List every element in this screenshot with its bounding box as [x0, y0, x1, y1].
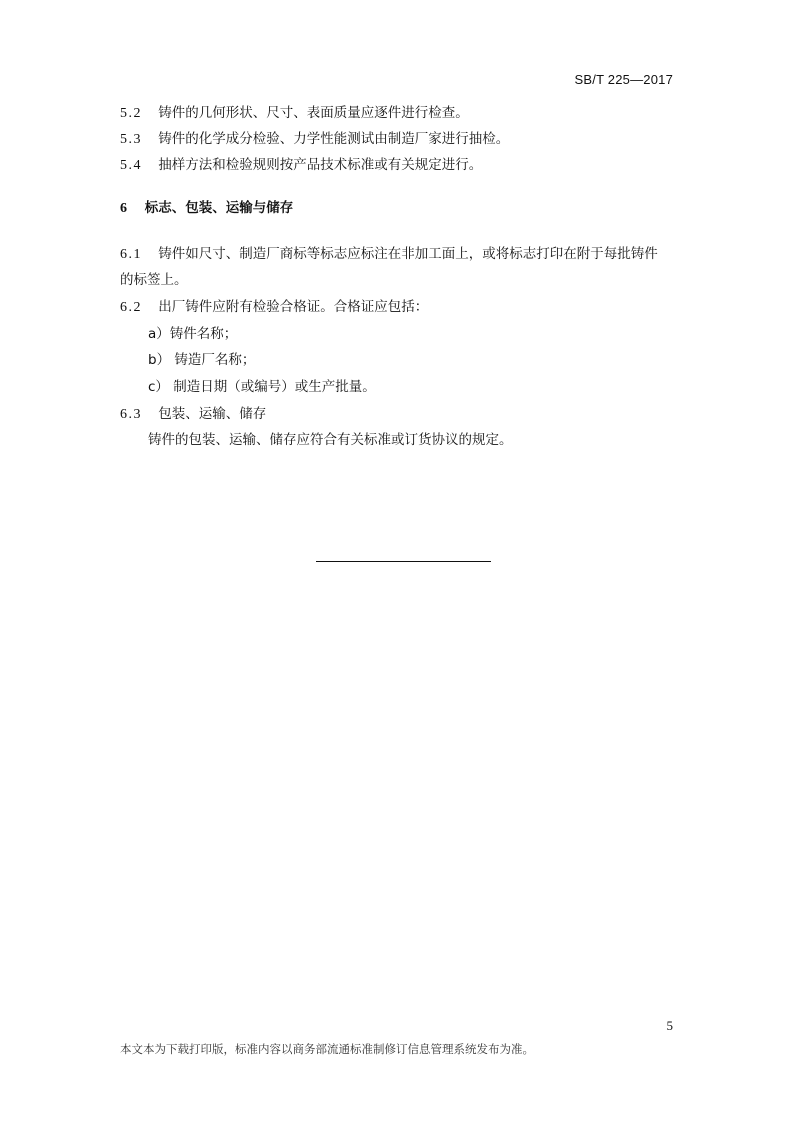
clause-title: 包装、运输、储存: [158, 406, 267, 422]
clause-6-2: [120, 298, 428, 317]
clause-number: 5.4: [120, 158, 142, 173]
clause-6-1-continuation: 的标签上。: [120, 272, 188, 288]
clause-6-3-text: 铸件的包装、运输、储存应符合有关标准或订货协议的规定。: [148, 432, 513, 448]
clause-text: 出厂铸件应附有检验合格证。合格证应包括：: [158, 299, 429, 315]
clause-6-1: [120, 245, 658, 264]
clause-number: 5.3: [120, 132, 142, 147]
clause-text: 抽样方法和检验规则按产品技术标准或有关规定进行。: [158, 157, 483, 173]
clause-number: 6.2: [120, 300, 142, 315]
section-number: 6: [120, 201, 129, 216]
clause-5-3: [120, 130, 509, 149]
clause-number: 6.3: [120, 407, 142, 422]
clause-text: 铸件如尺寸、制造厂商标等标志应标注在非加工面上，或将标志打印在附于每批铸件: [158, 246, 658, 262]
document-code: SB/T 225—2017: [574, 72, 673, 87]
section-title: 标志、包装、运输与储存: [144, 200, 294, 216]
clause-text: 铸件的化学成分检验、力学性能测试由制造厂家进行抽检。: [158, 131, 510, 147]
clause-5-4: [120, 156, 482, 175]
footer-disclaimer: 本文本为下载打印版，标准内容以商务部流通标准制修订信息管理系统发布为准。: [120, 1042, 534, 1056]
end-of-text-rule: [316, 561, 491, 562]
clause-6-3: [120, 405, 266, 424]
section-6-heading: [120, 199, 293, 218]
clause-5-2: [120, 104, 469, 123]
list-item: a）铸件名称；: [148, 326, 238, 342]
list-item: c） 制造日期（或编号）或生产批量。: [148, 379, 376, 395]
clause-number: 6.1: [120, 247, 142, 262]
clause-text: 铸件的几何形状、尺寸、表面质量应逐件进行检查。: [158, 105, 469, 121]
clause-number: 5.2: [120, 106, 142, 121]
list-item: b） 铸造厂名称；: [148, 352, 256, 368]
page-number: 5: [666, 1018, 673, 1033]
